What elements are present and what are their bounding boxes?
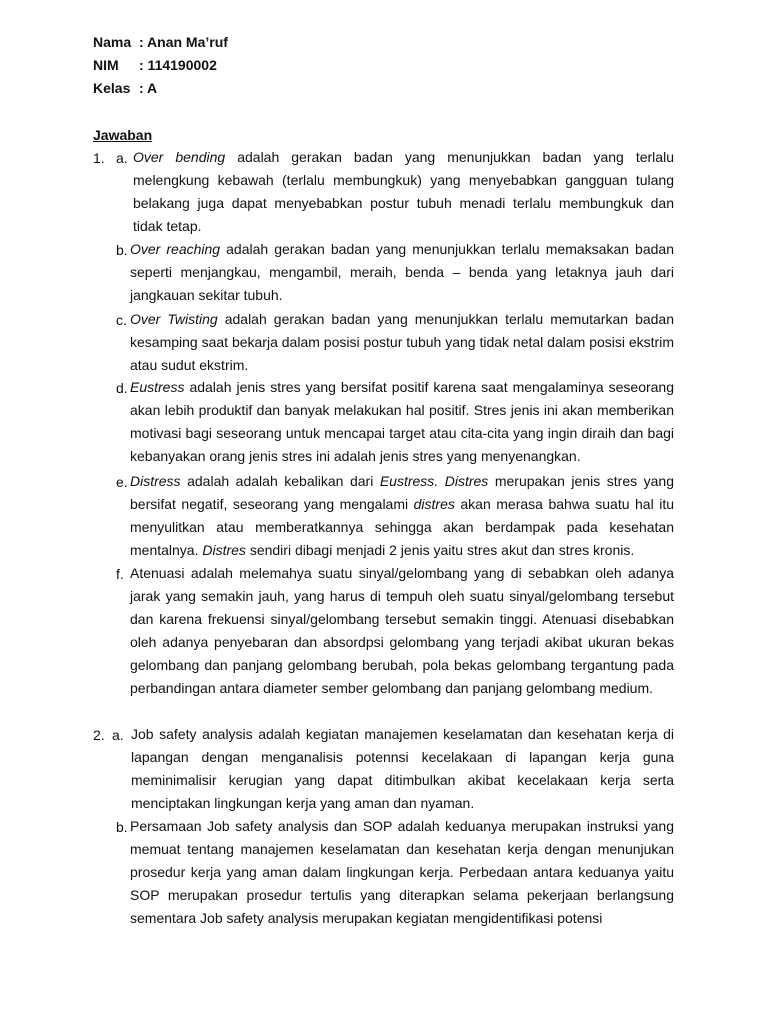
term-over-reaching: Over reaching bbox=[130, 241, 221, 257]
answer-1f-line-6: perbandingan antara diameter sember gelombang dan panjang gelombang medium. bbox=[130, 680, 654, 696]
term-eustress: Eustress bbox=[130, 379, 185, 395]
item-marker-1c: c. bbox=[116, 312, 127, 328]
item-marker-2a: a. bbox=[112, 727, 124, 743]
answer-1f-line-1: Atenuasi adalah melemahya suatu sinyal/gelombang yang di sebabkan oleh adanya bbox=[130, 565, 674, 581]
name-line bbox=[93, 33, 228, 51]
answer-1c-line-2: kesamping saat bekarja dalam posisi postur tubuh yang tidak netal dalam posisi ekstrim bbox=[130, 334, 674, 350]
answer-1e bbox=[130, 470, 674, 562]
kelas-value: : A bbox=[139, 80, 158, 96]
answer-2b-line-2: memuat tentang manajemen keselamatan dan kesehatan kerja dengan menunjukan bbox=[130, 841, 674, 857]
answer-2a bbox=[131, 723, 674, 815]
item-marker-2b: b. bbox=[116, 819, 128, 835]
answer-2b bbox=[130, 815, 674, 930]
answer-1d-line-4: kebanyakan orang jenis stres ini adalah jenis stres yang menyenangkan. bbox=[130, 448, 581, 464]
answer-2a-line-1: Job safety analysis adalah kegiatan manajemen keselamatan dan kesehatan kerja di bbox=[131, 726, 674, 742]
answer-1f-line-4: oleh adanya penyebaran dan absordpsi gelombang yang terjadi akibat ukuran bekas bbox=[130, 634, 674, 650]
answer-1a-line-1: Over bending adalah gerakan badan yang menunjukkan badan yang terlalu bbox=[133, 149, 674, 165]
answer-1b bbox=[130, 238, 674, 307]
answer-2b-line-3: prosedur kerja yang aman dalam lingkungan kerja. Perbedaan antara keduanya yaitu bbox=[130, 864, 674, 880]
answer-2b-line-4: SOP merupakan prosedur tertulis yang diterapkan selama pekerjaan berlangsung bbox=[130, 887, 674, 903]
answer-1a bbox=[133, 146, 674, 238]
answer-1e-line-3: menyulitkan atau memberatkannya sehingga akan berdampak pada kesehatan bbox=[130, 519, 674, 535]
answer-1a-line-3: belakang juga dapat menyebabkan postur tubuh menadi terlalu membungkuk dan bbox=[133, 195, 674, 211]
answer-1e-line-4: mentalnya. Distres sendiri dibagi menjadi 2 jenis yaitu stres akut dan stres kronis. bbox=[130, 542, 635, 558]
answer-2a-line-3: meminimalisir kerugian yang dapat ditimbulkan akibat kecelakaan kerja serta bbox=[131, 772, 674, 788]
answer-1f-line-2: jarak yang semakin jauh, yang harus di tempuh oleh suatu sinyal/gelombang tersebut bbox=[130, 588, 674, 604]
answer-2b-line-1: Persamaan Job safety analysis dan SOP adalah keduanya merupakan instruksi yang bbox=[130, 818, 674, 834]
answer-1b-line-3: jangkauan sekitar tubuh. bbox=[130, 287, 283, 303]
nim-line bbox=[93, 56, 217, 74]
name-value: : Anan Ma’ruf bbox=[139, 34, 228, 50]
answer-1f-line-5: gelombang dan panjang gelombang berubah, pola bekas gelombang tergantung pada bbox=[130, 657, 674, 673]
answer-1a-line-4: tidak tetap. bbox=[133, 218, 202, 234]
nim-label: NIM bbox=[93, 57, 119, 73]
kelas-label: Kelas bbox=[93, 80, 131, 96]
answer-1d-line-3: motivasi bagi seseorang untuk mencapai target atau cita-cita yang ingin diraih dan bagi bbox=[130, 425, 674, 441]
term-over-bending: Over bending bbox=[133, 149, 226, 165]
answer-1e-line-2: bersifat negatif, seseorang yang mengalami distres akan merasa bahwa suatu hal itu bbox=[130, 496, 674, 512]
item-marker-1b: b. bbox=[116, 242, 128, 258]
answer-2b-line-5: sementara Job safety analysis merupakan kegiatan mengidentifikasi potensi bbox=[130, 910, 603, 926]
name-label: Nama bbox=[93, 34, 132, 50]
section-title: Jawaban bbox=[93, 127, 153, 143]
item-marker-1e: e. bbox=[116, 474, 128, 490]
answer-1b-line-1: Over reaching adalah gerakan badan yang menunjukkan terlalu memaksakan badan bbox=[130, 241, 674, 257]
answer-1c-line-3: atau sudut ekstrim. bbox=[130, 357, 249, 373]
answer-1e-line-1: Distress adalah adalah kebalikan dari Eustress. Distres merupakan jenis stres yang bbox=[130, 473, 675, 489]
answer-1c bbox=[130, 308, 674, 377]
answer-2a-line-2: lapangan dengan menganalisis potennsi kecelakaan di lapangan kerja guna bbox=[131, 749, 674, 765]
nim-value: : 114190002 bbox=[139, 57, 217, 73]
term-over-twisting: Over Twisting bbox=[130, 311, 218, 327]
item-marker-1d: d. bbox=[116, 380, 128, 396]
item-marker-1a: a. bbox=[116, 150, 128, 166]
answer-1d-line-1: Eustress adalah jenis stres yang bersifat positif karena saat mengalaminya seseorang bbox=[130, 379, 674, 395]
question-number-1: 1. bbox=[93, 150, 105, 166]
answer-1c-line-1: Over Twisting adalah gerakan badan yang menunjukkan terlalu memutarkan badan bbox=[130, 311, 674, 327]
answer-1d-line-2: akan lebih produktif dan banyak melakukan hal positif. Stres jenis ini akan memberikan bbox=[130, 402, 674, 418]
item-marker-1f: f. bbox=[116, 566, 124, 582]
answer-2a-line-4: menciptakan lingkungan kerja yang aman dan nyaman. bbox=[131, 795, 475, 811]
answer-1f bbox=[130, 562, 674, 700]
answer-1a-line-2: melengkung kebawah (terlalu membungkuk) yang menyebabkan gangguan tulang bbox=[133, 172, 674, 188]
kelas-line bbox=[93, 79, 157, 97]
term-distress: Distress bbox=[130, 473, 181, 489]
answer-1d bbox=[130, 376, 674, 468]
answer-1f-line-3: dan karena frekuensi sinyal/gelombang tersebut semakin tinggi. Atenuasi disebabkan bbox=[130, 611, 674, 627]
question-number-2: 2. bbox=[93, 727, 105, 743]
answer-1b-line-2: seperti menjangkau, mengambil, meraih, benda – benda yang letaknya jauh dari bbox=[130, 264, 674, 280]
